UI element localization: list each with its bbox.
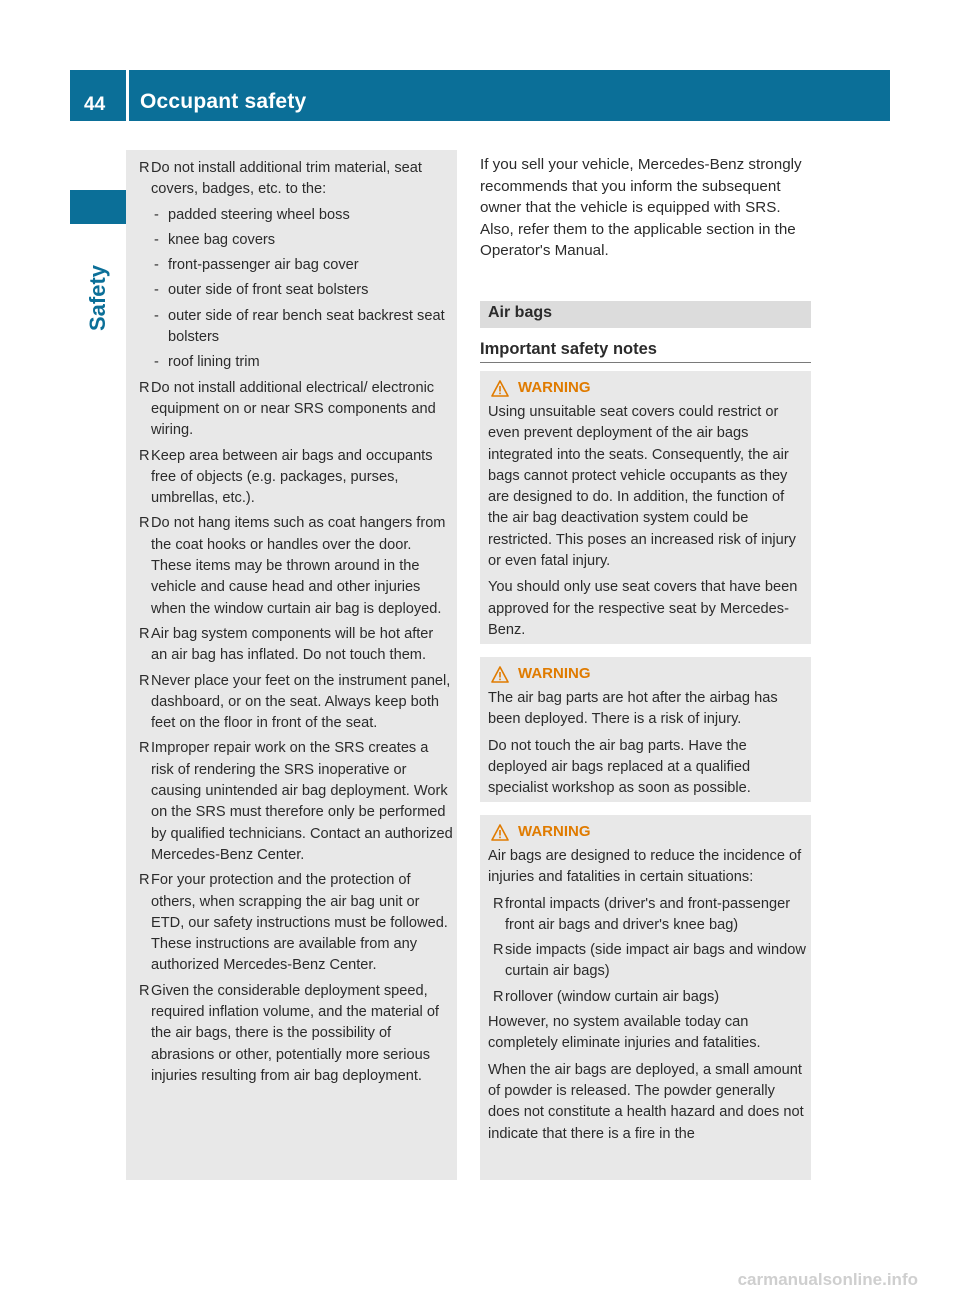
- dash-marker: -: [154, 231, 159, 248]
- page-title: Occupant safety: [140, 90, 307, 113]
- sub-item-text: outer side of front seat bolsters: [168, 282, 369, 299]
- list-item-text: side impacts (side impact air bags and window curtain air bags): [505, 942, 806, 980]
- sub-list-item: [151, 230, 453, 251]
- list-item-text: For your protection and the protection of others, when scrapping the air bag unit or ETD, our safety instructions must be followed. These instructions are available from any authorized Mercedes-Benz Center.: [151, 872, 448, 974]
- sub-item-text: knee bag covers: [168, 231, 276, 248]
- dash-marker: -: [154, 206, 159, 223]
- list-item-text: Air bag system components will be hot after an air bag has inflated. Do not touch them.: [151, 625, 434, 664]
- header-divider: [126, 70, 129, 121]
- warning-header: [488, 663, 806, 685]
- bullet-marker: R: [139, 872, 150, 889]
- list-item-text: Improper repair work on the SRS creates a risk of rendering the SRS inoperative or causing unintended air bag deployment. Work on the SRS must therefore only be performed by qualified technicians. Contact an authorized Mercedes-Benz Center.: [151, 740, 453, 863]
- list-item-text: Do not hang items such as coat hangers from the coat hooks or handles over the door. These items may be thrown around in the vehicle and cause head and other injuries when the window curtain air bag is deployed.: [151, 515, 446, 617]
- warning-paragraph: The air bag parts are hot after the airbag has been deployed. There is a risk of injury.: [488, 690, 778, 728]
- warning-header: [488, 821, 806, 843]
- left-bullet-list: [133, 158, 453, 1091]
- sub-list: [151, 205, 453, 374]
- list-item: [488, 987, 806, 1008]
- list-item-text: Do not install additional trim material, seat covers, badges, etc. to the:: [151, 160, 422, 198]
- sub-list-item: [151, 205, 453, 226]
- list-item-text: rollover (window curtain air bags): [505, 988, 720, 1005]
- bullet-marker: R: [139, 672, 150, 689]
- sub-item-text: front-passenger air bag cover: [168, 257, 359, 274]
- bullet-marker: R: [493, 988, 504, 1005]
- list-item: [488, 940, 806, 983]
- list-item-text: Given the considerable deployment speed, required inflation volume, and the material of the air bags, there is the possibility of abrasions or other, potentially more serious injuries resulting from air bag deployment.: [151, 982, 439, 1084]
- list-item: [133, 870, 453, 976]
- list-item: [133, 513, 453, 619]
- warning-triangle-icon: [491, 666, 509, 683]
- subheading: Important safety notes: [480, 340, 657, 358]
- warning-header: [488, 377, 806, 399]
- list-item: [133, 738, 453, 866]
- list-item: [133, 378, 453, 442]
- bullet-marker: R: [139, 447, 150, 464]
- warning-title: WARNING: [518, 823, 591, 841]
- page-number: 44: [84, 94, 106, 115]
- warning-paragraph: When the air bags are deployed, a small amount of powder is released. The powder generally does not constitute a health hazard and does not indicate that there is a fire in the: [488, 1061, 804, 1142]
- sub-list-item: [151, 352, 453, 373]
- warning-paragraph: Air bags are designed to reduce the incidence of injuries and fatalities in certain situations:: [488, 848, 802, 886]
- list-item: [133, 671, 453, 735]
- list-item: [133, 624, 453, 667]
- intro-paragraph: If you sell your vehicle, Mercedes-Benz strongly recommends that you inform the subsequent owner that the vehicle is equipped with SRS. Also, refer them to the applicable section in the Operator's Manual.: [480, 156, 802, 259]
- dash-marker: -: [154, 282, 159, 299]
- warning-box: [480, 371, 811, 644]
- dash-marker: -: [154, 257, 159, 274]
- list-item-text: Do not install additional electrical/ electronic equipment on or near SRS components and wiring.: [151, 379, 436, 439]
- warning-paragraph: Do not touch the air bag parts. Have the deployed air bags replaced at a qualified specialist workshop as soon as possible.: [488, 737, 751, 797]
- sub-list-item: [151, 306, 453, 349]
- warning-triangle-icon: [491, 824, 509, 841]
- warning-paragraph: Using unsuitable seat covers could restrict or even prevent deployment of the air bags integrated into the seats. Consequently, the air bags cannot protect vehicle occupants as they are designed to do. In addition, the function of the air bag deactivation system could be restricted. This poses an increased risk of injury or even fatal injury.: [488, 404, 796, 570]
- side-tab-block: [70, 190, 126, 224]
- list-item-text: frontal impacts (driver's and front-passenger front air bags and driver's knee bag): [505, 895, 791, 933]
- footer-watermark: carmanualsonline.info: [737, 1270, 918, 1289]
- sub-item-text: roof lining trim: [168, 354, 260, 371]
- bullet-marker: R: [139, 740, 150, 757]
- warning-title: WARNING: [518, 379, 591, 397]
- subheading-rule: [480, 362, 811, 363]
- sub-list-item: [151, 255, 453, 276]
- warning-bullet-list: [488, 894, 806, 1008]
- list-item: [488, 894, 806, 937]
- sub-item-text: padded steering wheel boss: [168, 206, 350, 223]
- side-section-label: Safety: [85, 264, 110, 332]
- dash-marker: -: [154, 354, 159, 371]
- bullet-marker: R: [139, 515, 150, 532]
- warning-paragraph: However, no system available today can completely eliminate injuries and fatalities.: [488, 1014, 761, 1052]
- list-item: [133, 446, 453, 510]
- warning-box: [480, 815, 811, 1180]
- sub-list-item: [151, 280, 453, 301]
- warning-title: WARNING: [518, 665, 591, 683]
- list-item-text: Keep area between air bags and occupants free of objects (e.g. packages, purses, umbrellas, etc.).: [151, 447, 433, 507]
- bullet-marker: R: [139, 379, 150, 396]
- bullet-marker: R: [139, 625, 150, 642]
- bullet-marker: R: [139, 160, 150, 176]
- section-heading: Air bags: [488, 304, 553, 321]
- warning-triangle-icon: [491, 380, 509, 397]
- list-item: [133, 158, 453, 374]
- bullet-marker: R: [139, 982, 150, 999]
- warning-paragraph: You should only use seat covers that have been approved for the respective seat by Mercedes-Benz.: [488, 579, 798, 638]
- bullet-marker: R: [493, 895, 504, 912]
- dash-marker: -: [154, 307, 159, 324]
- sub-item-text: outer side of rear bench seat backrest seat bolsters: [168, 307, 445, 346]
- warning-box: [480, 657, 811, 802]
- list-item-text: Never place your feet on the instrument panel, dashboard, or on the seat. Always keep both feet on the floor in front of the seat.: [151, 672, 451, 732]
- list-item: [133, 981, 453, 1087]
- bullet-marker: R: [493, 942, 504, 959]
